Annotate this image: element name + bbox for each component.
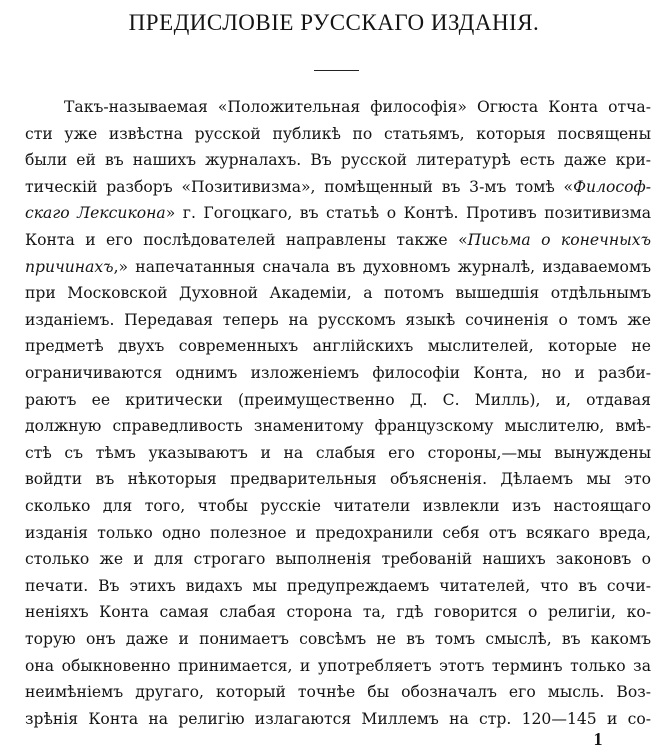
text-segment: ограничиваются однимъ изложеніемъ философіи Конта, но и разби- bbox=[25, 364, 651, 382]
text-line bbox=[25, 174, 651, 201]
italic-text-segment: Письма о конечныхъ bbox=[467, 231, 651, 249]
text-line bbox=[25, 679, 651, 706]
text-segment: зрѣнія Конта на религію излагаются Миллемъ на стр. 120—145 и со- bbox=[25, 709, 651, 728]
text-segment: неимѣніемъ другаго, который точнѣе бы обозначалъ его мысль. Воз- bbox=[25, 683, 651, 702]
text-line bbox=[25, 626, 651, 653]
text-line bbox=[64, 94, 651, 121]
text-segment: ,» напечатанныя сначала въ духовномъ журналѣ, издаваемомъ bbox=[113, 257, 651, 276]
text-line bbox=[25, 493, 651, 520]
italic-text-segment: причинахъ bbox=[25, 257, 114, 276]
text-line bbox=[25, 254, 651, 281]
page-title: ПРЕДИСЛОВІЕ РУССКАГО ИЗДАНІЯ. bbox=[128, 10, 540, 35]
italic-text-segment: скаго Лексикона bbox=[25, 204, 166, 223]
text-line bbox=[25, 147, 651, 174]
text-line bbox=[25, 360, 651, 387]
text-line bbox=[25, 653, 651, 680]
page-number: 1 bbox=[593, 729, 603, 749]
text-line bbox=[25, 227, 651, 254]
text-segment: предметѣ двухъ современныхъ англійскихъ мыслителей, которые не bbox=[25, 337, 651, 356]
text-segment: при Московской Духовной Академіи, а потомъ вышедшія отдѣльнымъ bbox=[25, 284, 651, 303]
text-line bbox=[25, 706, 651, 733]
text-line bbox=[25, 200, 651, 227]
text-line bbox=[25, 440, 651, 467]
text-line bbox=[25, 573, 651, 600]
text-segment: изданія только одно полезное и предохранили себя отъ всякаго вреда, bbox=[25, 523, 651, 542]
text-line bbox=[25, 333, 651, 360]
text-segment: Такъ-называемая «Положительная философія» Огюста Конта отча- bbox=[64, 98, 651, 116]
text-line bbox=[25, 546, 651, 573]
text-line bbox=[25, 121, 651, 148]
text-segment: тическій разборъ «Позитивизма», помѣщенный въ 3-мъ томѣ « bbox=[25, 177, 574, 196]
text-segment: войдти въ нѣкоторыя предварительныя объясненія. Дѣлаемъ мы это bbox=[25, 470, 651, 489]
italic-text-segment: Философ- bbox=[573, 177, 651, 196]
text-segment: Конта и его послѣдователей направлены также « bbox=[25, 231, 468, 249]
text-segment: » г. Гогоцкаго, въ статьѣ о Контѣ. Противъ позитивизма bbox=[165, 204, 651, 223]
text-segment: она обыкновенно принимается, и употребляетъ этотъ терминъ только за bbox=[25, 656, 651, 675]
text-line bbox=[25, 466, 651, 493]
text-line bbox=[25, 599, 651, 626]
text-segment: неніяхъ Конта самая слабая сторона та, гдѣ говорится о религіи, ко- bbox=[25, 603, 651, 622]
text-segment: печати. Въ этихъ видахъ мы предупреждаемъ читателей, что въ сочи- bbox=[25, 576, 651, 595]
text-line bbox=[25, 520, 651, 547]
text-segment: сти уже извѣстна русской публикѣ по статьямъ, которыя посвящены bbox=[25, 124, 651, 143]
text-line bbox=[25, 413, 651, 440]
text-segment: столько же и для строгаго выполненія требованій нашихъ законовъ о bbox=[25, 550, 651, 569]
text-segment: сколько для того, чтобы русскіе читатели извлекли изъ настоящаго bbox=[25, 497, 651, 515]
text-segment: изданіемъ. Передавая теперь на русскомъ языкѣ сочиненія о томъ же bbox=[25, 310, 651, 329]
text-segment: торую онъ даже и понимаетъ совсѣмъ не въ томъ смыслѣ, въ какомъ bbox=[25, 630, 651, 648]
text-segment: были ей въ нашихъ журналахъ. Въ русской литературѣ есть даже кри- bbox=[25, 151, 651, 170]
text-line bbox=[25, 280, 651, 307]
text-line bbox=[25, 307, 651, 334]
text-segment: должную справедливость знаменитому французскому мыслителю, вмѣ- bbox=[25, 417, 651, 436]
title-divider bbox=[314, 70, 359, 71]
text-line bbox=[25, 387, 651, 414]
text-segment: стѣ съ тѣмъ указываютъ и на слабыя его стороны,—мы вынуждены bbox=[25, 443, 651, 462]
text-segment: раютъ ее критически (преимущественно Д. С. Милль), и, отдавая bbox=[25, 390, 651, 409]
